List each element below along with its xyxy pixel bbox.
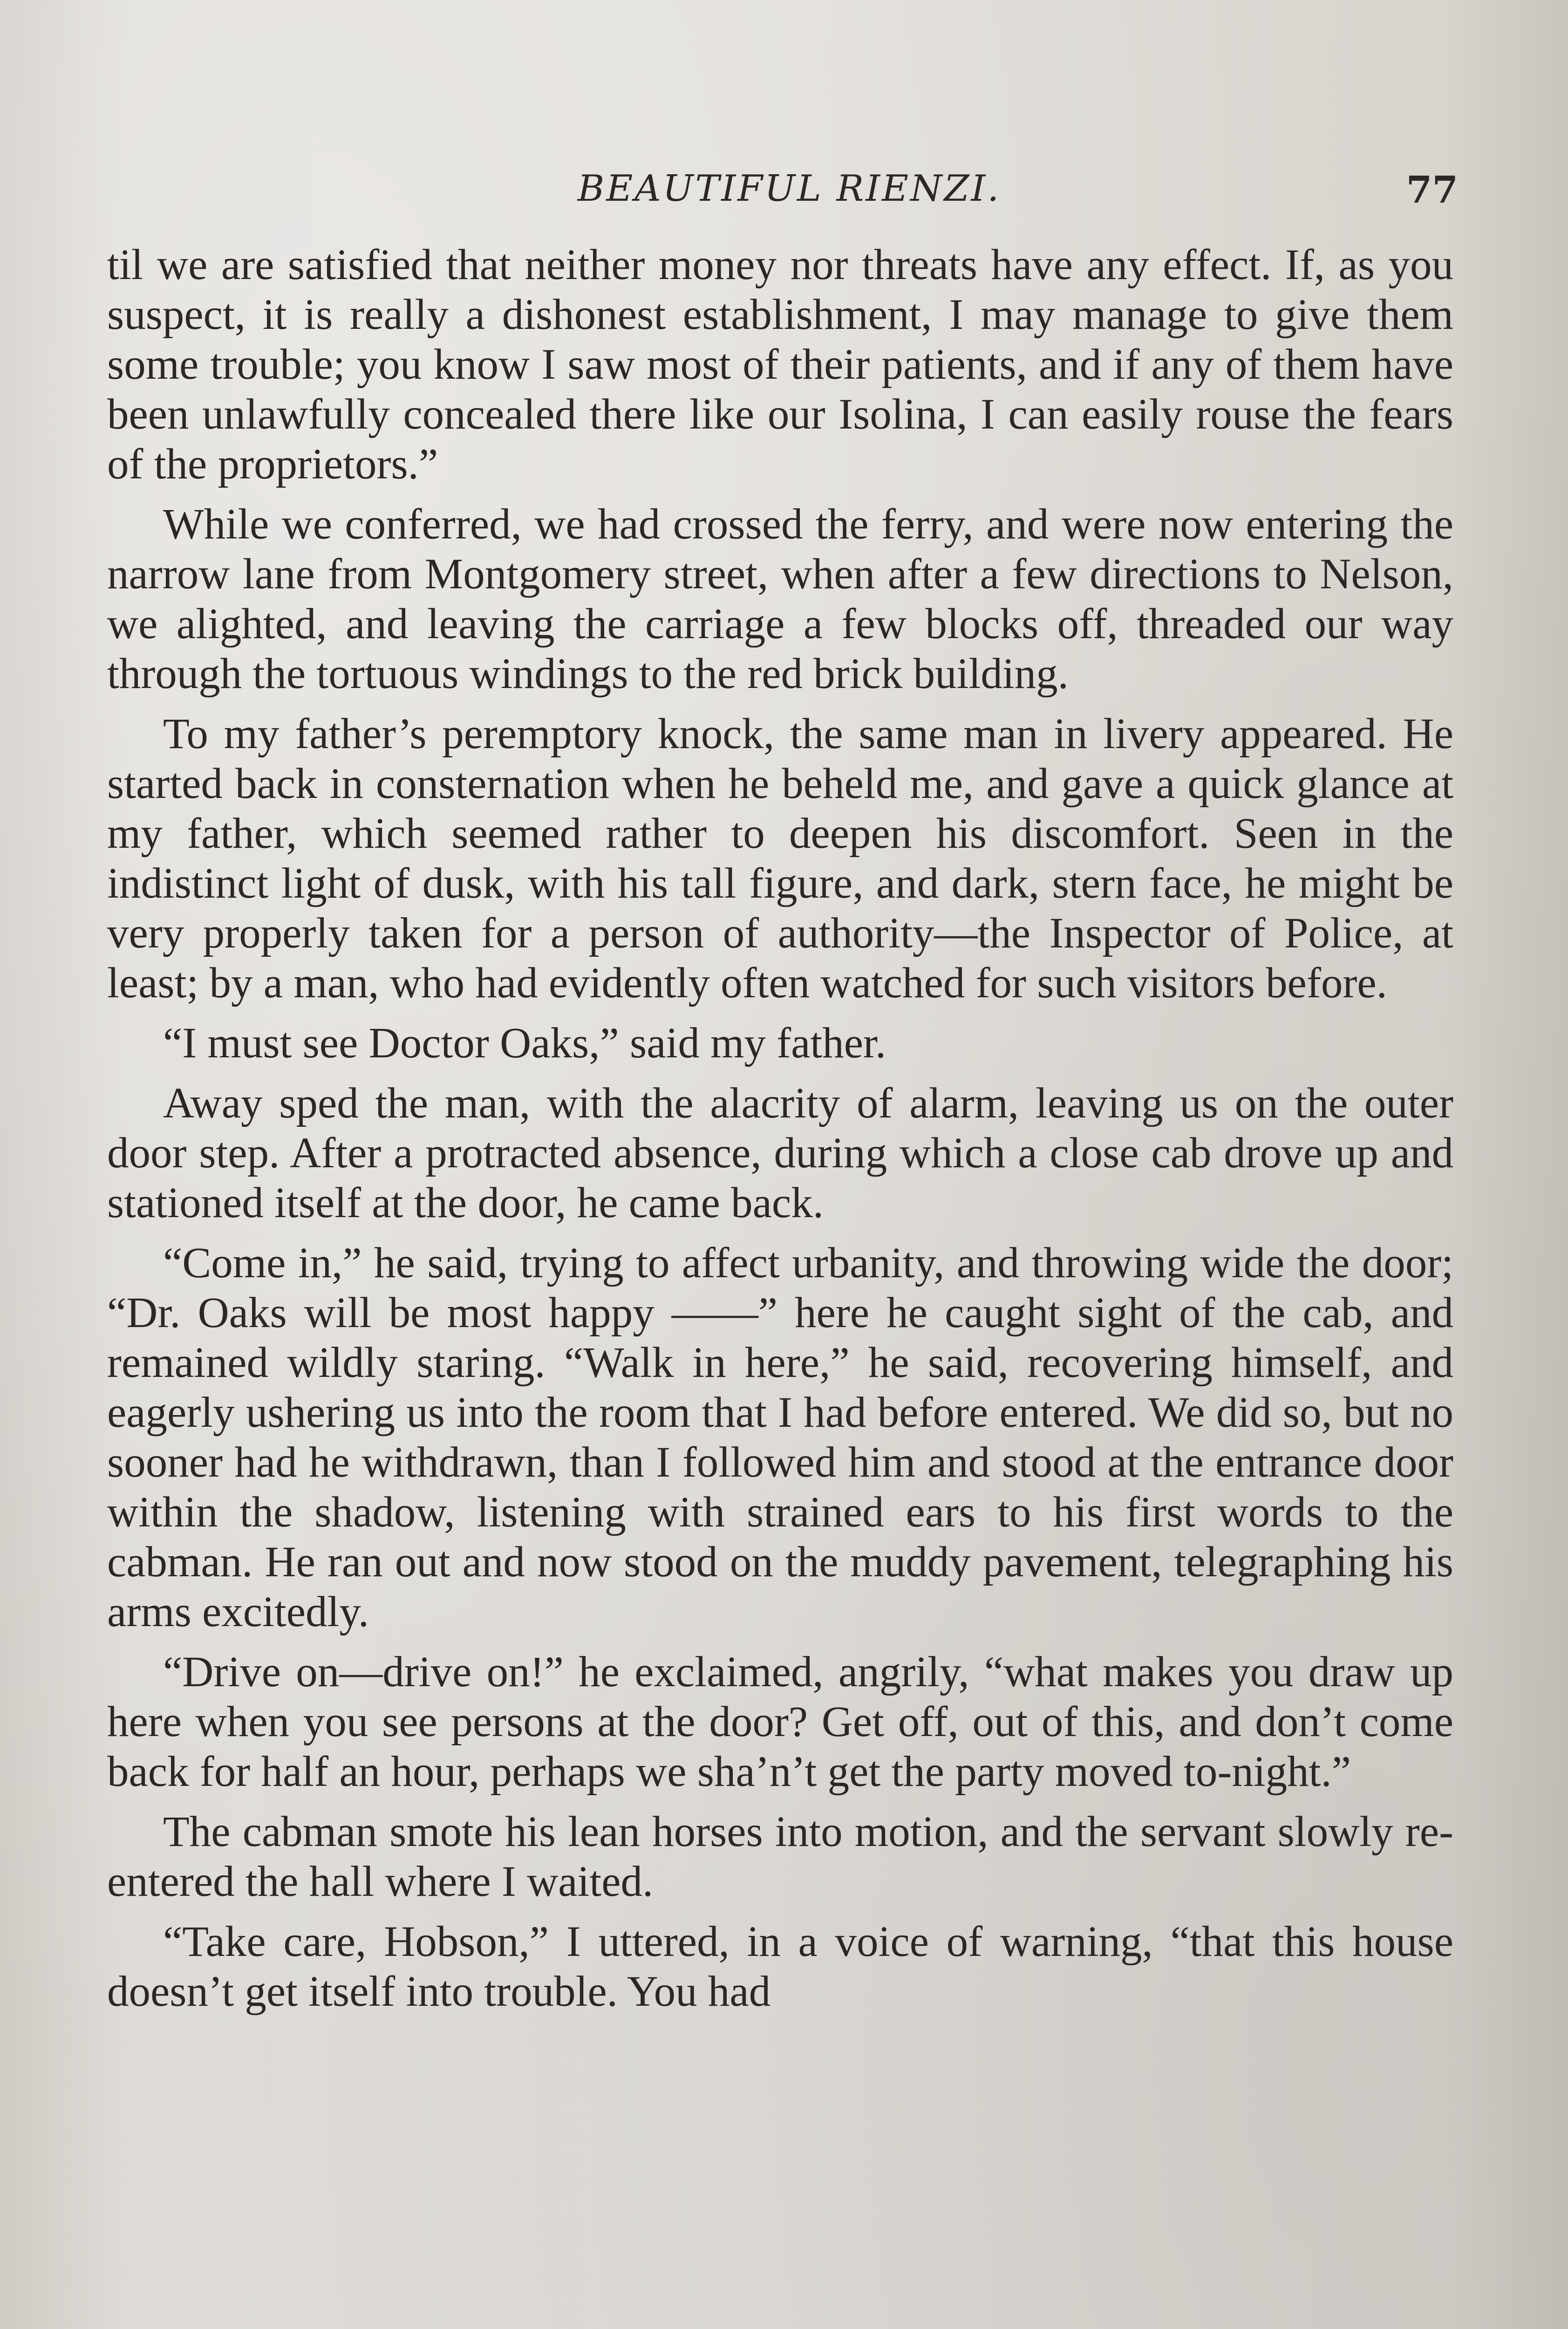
page-number: 77 <box>1406 168 1458 211</box>
paragraph-1: til we are satisfied that neither money nor threats have any effect. If, as you suspect, it is really a dishonest establishment, I may manage to give them some trouble; you know I saw most of their patients, and if any of them have been unlawfully concealed there like our Isolina, I can easily rouse the fears of the proprietors.” <box>107 241 1453 488</box>
paragraph-8: The cabman smote his lean horses into motion, and the servant slowly re-entered the hall where I waited. <box>107 1808 1453 1906</box>
paragraph-9: “Take care, Hobson,” I uttered, in a voice of warning, “that this house doesn’t get itself into trouble. You had <box>107 1918 1453 2016</box>
running-title: BEAUTIFUL RIENZI. <box>578 168 1001 210</box>
paragraph-6: “Come in,” he said, trying to affect urbanity, and throwing wide the door; “Dr. Oaks will be most happy ——” here he caught sight of the cab, and remained wildly staring. “Walk in here,” he said, recovering himself, and eagerly ushering us into the room that I had before entered. We did so, but no sooner had he withdrawn, than I followed him and stood at the entrance door within the shadow, listening with strained ears to his first words to the cabman. He ran out and now stood on the muddy pavement, telegraphing his arms excitedly. <box>107 1239 1453 1636</box>
paragraph-7: “Drive on—drive on!” he exclaimed, angrily, “what makes you draw up here when you see persons at the door? Get off, out of this, and don’t come back for half an hour, perhaps we sha’n’t get the party moved to-night.” <box>107 1648 1453 1796</box>
paragraph-2: While we conferred, we had crossed the ferry, and were now entering the narrow lane from Montgomery street, when after a few directions to Nelson, we alighted, and leaving the carriage a few blocks off, threaded our way through the tortuous windings to the red brick building. <box>107 500 1453 698</box>
paragraph-4: “I must see Doctor Oaks,” said my father. <box>163 1019 886 1067</box>
paragraph-3: To my father’s peremptory knock, the same man in livery appeared. He started back in consternation when he beheld me, and gave a quick glance at my father, which seemed rather to deepen his discomfort. Seen in the indistinct light of dusk, with his tall figure, and dark, stern face, he might be very properly taken for a person of authority—the Inspector of Police, at least; by a man, who had evidently often watched for such visitors before. <box>107 710 1453 1007</box>
running-head <box>126 158 1458 224</box>
body-text <box>107 240 1453 2027</box>
paragraph-5: Away sped the man, with the alacrity of alarm, leaving us on the outer door step. After a protracted absence, during which a close cab drove up and stationed itself at the door, he came back. <box>107 1079 1453 1227</box>
